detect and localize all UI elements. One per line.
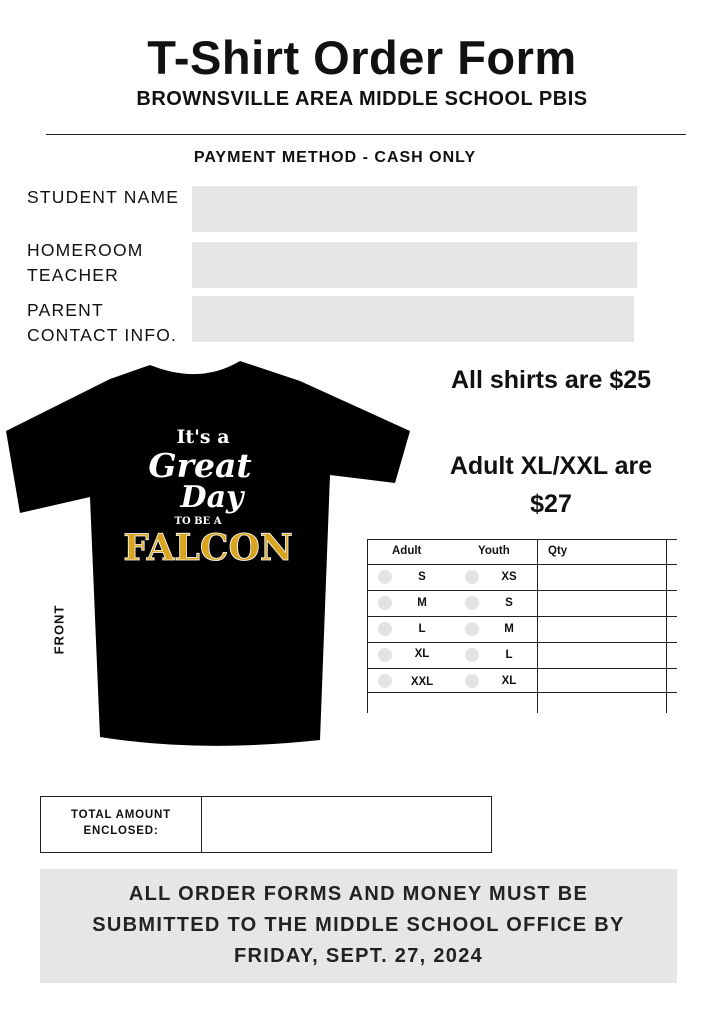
shirt-text-day: Day [180,480,244,515]
homeroom-label [27,238,144,288]
header-adult: Adult [392,545,422,557]
parent-label-line1: PARENT [27,300,104,320]
price-adult-xl [420,447,682,523]
total-amount-field[interactable] [202,797,491,852]
total-label-line2: ENCLOSED: [83,825,159,837]
radio-adult-l[interactable] [378,622,392,636]
size-youth-xl: XL [501,675,517,687]
radio-adult-s[interactable] [378,570,392,584]
homeroom-label-line2: TEACHER [27,265,120,285]
student-name-label: STUDENT NAME [27,187,180,207]
price-adult-xl-line2: $27 [530,490,572,518]
size-adult-m: M [417,597,427,609]
deadline-notice [40,869,677,983]
size-youth-xs: XS [501,571,517,583]
student-name-field[interactable] [192,186,637,232]
radio-youth-l[interactable] [465,648,479,662]
parent-label-line2: CONTACT INFO. [27,325,178,345]
radio-adult-xl[interactable] [378,648,392,662]
size-adult-xl: XL [414,648,430,660]
radio-youth-m[interactable] [465,622,479,636]
radio-adult-m[interactable] [378,596,392,610]
header-divider [46,134,686,135]
deadline-line1: ALL ORDER FORMS AND MONEY MUST BE [128,883,589,905]
price-all-shirts: All shirts are $25 [450,366,652,394]
school-subtitle: BROWNSVILLE AREA MIDDLE SCHOOL PBIS [136,88,588,110]
homeroom-label-line1: HOMEROOM [27,240,144,260]
radio-youth-xs[interactable] [465,570,479,584]
homeroom-teacher-field[interactable] [192,242,637,288]
deadline-line2: SUBMITTED TO THE MIDDLE SCHOOL OFFICE BY [92,914,625,936]
size-youth-s: S [505,597,513,609]
total-amount-box [40,796,492,853]
parent-contact-label [27,298,177,348]
parent-contact-field[interactable] [192,296,634,342]
front-label: FRONT [51,604,67,655]
deadline-line3: FRIDAY, SEPT. 27, 2024 [233,945,484,967]
header-qty: Qty [548,545,568,557]
shirt-text-to-be-a: TO BE A [174,516,222,527]
radio-youth-s[interactable] [465,596,479,610]
radio-adult-xxl[interactable] [378,674,392,688]
shirt-text-great: Great [148,446,252,485]
tshirt-image [0,355,420,755]
size-adult-l: L [418,623,426,635]
shirt-text-its-a: It's a [176,426,230,448]
radio-youth-xl[interactable] [465,674,479,688]
price-adult-xl-line1: Adult XL/XXL are [449,452,653,480]
payment-method: PAYMENT METHOD - CASH ONLY [193,149,477,166]
size-adult-xxl: XXL [410,676,434,688]
shirt-text-falcon: FALCON [123,527,293,569]
size-youth-m: M [504,623,514,635]
total-label-line1: TOTAL AMOUNT [71,809,171,821]
form-title: T-Shirt Order Form [147,31,577,84]
total-amount-label [41,807,201,839]
size-adult-s: S [418,571,426,583]
header-youth: Youth [478,545,510,557]
size-youth-l: L [505,649,513,661]
